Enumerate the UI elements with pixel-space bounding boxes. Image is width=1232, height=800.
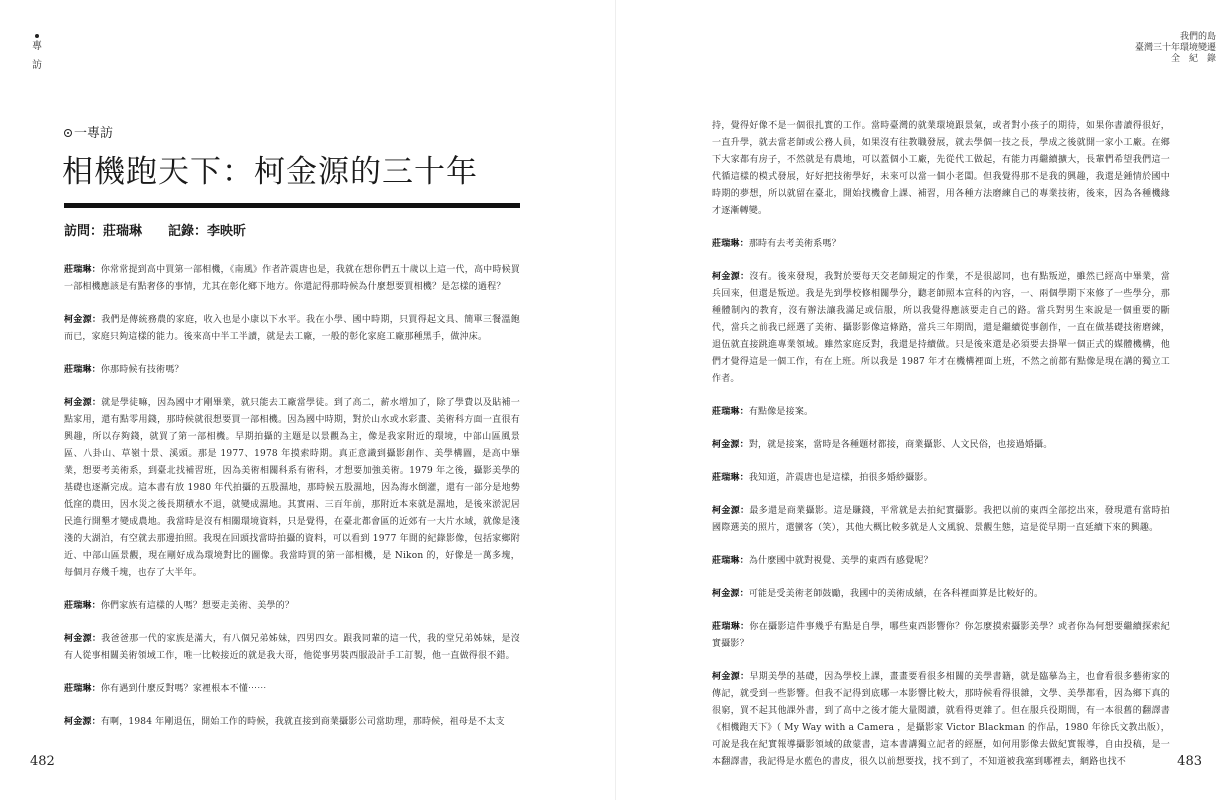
speaker-name: 柯金源： bbox=[64, 315, 102, 325]
interview-paragraph bbox=[712, 437, 1170, 454]
paragraph-text: 就是學徒嘛，因為國中才剛畢業，就只能去工廠當學徒。到了高二，薪水增加了，除了學費以及貼補一點家用，還有點零用錢，那時候就很想要買一部相機。因為國中時期，對於山水或水彩畫、美術科方面一直很有興趣，所以存夠錢，就買了第一部相機。早期拍攝的主題是以景觀為主，像是我家附近的環境，中部山區風景區、八卦山、草嶺十景、溪頭。那是 1977、1978 年摸索時期。真正意識到攝影創作、美學構圖，是高中畢業，想要考美術系，到臺北找補習班，因為美術相關科系有術科，才想要加強美術。1979 年之後，攝影美學的基礎也逐漸完成。這本書有放 1980 年代拍攝的五股濕地，那時候五股濕地，因為海水倒灌，還有一部分是地勢低窪的農田，因水災之後長期積水不退，就變成濕地。其實兩、三百年前，那附近本來就是濕地，是後來淤泥居民進行開墾才變成農地。我當時是沒有相關環境資料，只是覺得，在臺北都會區的近郊有一大片水域，就像是淺淺的大湖泊，有空就去那邊拍照。我現在回頭找當時拍攝的資料，可以看到 1977 年間的紀錄影像，包括家鄉附近、中部山區景觀，現在剛好成為環境對比的圖像。我當時買的第一部相機，是 Nikon 的，好像是一萬多塊，每個月存幾千塊，也存了大半年。 bbox=[64, 398, 520, 578]
paragraph-text: 可能是受美術老師鼓勵，我國中的美術成績，在各科裡面算是比較好的。 bbox=[748, 589, 1044, 599]
side-tab-char: 專 bbox=[32, 41, 42, 52]
interview-paragraph bbox=[712, 619, 1170, 653]
speaker-name: 莊瑞琳： bbox=[712, 622, 750, 632]
paragraph-text: 為什麼國中就對視覺、美學的東西有感覺呢？ bbox=[748, 556, 933, 566]
right-body-text bbox=[712, 118, 1170, 787]
paragraph-text: 我們是傳統務農的家庭，收入也是小康以下水平。我在小學、國中時期，只買得起文具、簡單三餐溫飽而已，家庭只夠這樣的能力。後來高中半工半讀，就是去工廠，一般的彰化家庭工廠那種黑手，做沖床。 bbox=[64, 315, 520, 342]
running-head bbox=[1135, 32, 1216, 65]
speaker-name: 柯金源： bbox=[64, 398, 102, 408]
interview-paragraph bbox=[64, 598, 520, 615]
paragraph-text: 你們家族有這樣的人嗎？想要走美術、美學的？ bbox=[100, 601, 295, 611]
title-rule bbox=[64, 203, 520, 208]
interview-paragraph bbox=[64, 262, 520, 296]
paragraph-text: 你那時候有技術嗎？ bbox=[100, 365, 184, 375]
paragraph-text: 我爸爸那一代的家族是滿大，有八個兄弟姊妹，四男四女。跟我同輩的這一代，我的堂兄弟姊妹，是沒有人從事相關美術領域工作，唯一比較接近的就是我大哥，他從事男裝西服設計手工訂製，他一直做得很不錯。 bbox=[64, 634, 520, 661]
interview-paragraph bbox=[64, 395, 520, 582]
interview-paragraph bbox=[712, 553, 1170, 570]
paragraph-text: 有啊，1984 年剛退伍，開始工作的時候，我就直接到商業攝影公司當助理，那時候，祖母是不太支 bbox=[100, 717, 505, 727]
interview-paragraph bbox=[712, 269, 1170, 388]
running-head-line: 我們的島 bbox=[1179, 32, 1216, 42]
side-tab-char: 訪 bbox=[32, 60, 42, 71]
speaker-name: 莊瑞琳： bbox=[64, 684, 101, 694]
interview-paragraph bbox=[64, 631, 520, 665]
speaker-name: 柯金源： bbox=[64, 717, 101, 727]
speaker-name: 柯金源： bbox=[712, 440, 749, 450]
speaker-name: 莊瑞琳： bbox=[64, 265, 101, 275]
speaker-name: 柯金源： bbox=[712, 272, 750, 282]
paragraph-text: 有點像是接案。 bbox=[748, 407, 814, 417]
interview-paragraph bbox=[64, 362, 520, 379]
section-label bbox=[64, 122, 113, 141]
paragraph-text: 持，覺得好像不是一個很扎實的工作。當時臺灣的就業環境跟景氣，或者對小孩子的期待，如果你書讀得很好，一直升學，就去當老師或公務人員，如果沒有往教職發展，就去學個一技之長，學成之後就開一家小工廠。在鄉下大家都有房子，不然就是有農地，可以蓋個小工廠，先從代工做起，有能力再繼續擴大，長輩們希望我們這一代循這樣的模式發展，好好把技術學好，未來可以當一個小老闆。但我覺得那不是我的興趣，我還是鍾情於國中時期的夢想，所以就留在臺北，開始找機會上課、補習，用各種方法磨練自己的專業技術，後來，因為各種機緣才逐漸轉變。 bbox=[712, 121, 1170, 216]
side-tab bbox=[30, 34, 44, 72]
left-body-text bbox=[64, 262, 520, 747]
byline-interviewer: 訪問：莊瑞琳 bbox=[64, 224, 143, 239]
article-title: 相機跑天下：柯金源的三十年 bbox=[62, 154, 478, 190]
paragraph-text: 你有遇到什麼反對嗎？家裡根本不懂⋯⋯ bbox=[100, 684, 267, 694]
interview-paragraph bbox=[712, 669, 1170, 771]
speaker-name: 莊瑞琳： bbox=[64, 601, 101, 611]
speaker-name: 莊瑞琳： bbox=[712, 407, 749, 417]
speaker-name: 莊瑞琳： bbox=[64, 365, 101, 375]
right-page bbox=[616, 0, 1232, 800]
interview-paragraph bbox=[712, 503, 1170, 537]
interview-paragraph bbox=[64, 312, 520, 346]
interview-paragraph bbox=[64, 681, 520, 698]
paragraph-text: 你常常提到高中買第一部相機，《南風》作者許震唐也是，我就在想你們五十歲以上這一代，高中時候買一部相機應該是有點奢侈的事情，尤其在彰化鄉下地方。你還記得那時候為什麼想要買相機？是怎樣的過程？ bbox=[64, 265, 520, 292]
paragraph-text: 沒有。後來發現，我對於要每天交老師規定的作業，不是很認同，也有點叛逆，雖然已經高中畢業，當兵回來，但還是叛逆。我是先到學校修相關學分，聽老師照本宣科的內容，一、兩個學期下來修了一些學分，那種體制內的教育，沒有辦法讓我滿足或信服，所以我覺得應該要走自己的路。當兵對男生來說是一個重要的斷代，當兵之前我已經選了美術、攝影影像這條路，當兵三年期間，還是繼續從事創作，一直在做基礎技術磨練，退伍就直接跳進專業領域。雖然家庭反對，我還是持續做。只是後來還是必須要去掛單一個正式的媒體機構，他們才覺得這是一個工作，有在上班。所以我是 1987 年才在機構裡面上班，不然之前都有點像是現在講的獨立工作者。 bbox=[712, 272, 1170, 384]
interview-paragraph bbox=[712, 236, 1170, 253]
speaker-name: 柯金源： bbox=[712, 506, 750, 516]
paragraph-text: 早期美學的基礎，因為學校上課，畫畫要看很多相關的美學書籍，就是臨摹為主，也會看很多藝術家的傳記，就受到一些影響。但我不記得到底哪一本影響比較大，那時候看得很雜，文學、美學都看，因為鄉下真的很窮，買不起其他課外書，到了高中之後才能大量閱讀，就看得更雜了。但在服兵役期間，有一本很舊的翻譯書《相機跑天下》（ My Way with a Camera ，是攝影家 Victor Blackman 的作品，1980 年徐氏文教出版），可說是我在紀實報導攝影領域的啟蒙書，這本書講獨立記者的經歷，如何用影像去做紀實報導，自由投稿，是一本翻譯書，我記得是水藍色的書皮，很久以前想要找，找不到了，不知道被我塞到哪裡去，網路也找不 bbox=[712, 672, 1170, 767]
running-head-line: 臺灣三十年環境變遷 bbox=[1134, 43, 1216, 53]
byline bbox=[64, 220, 246, 239]
interview-paragraph bbox=[712, 118, 1170, 220]
speaker-name: 柯金源： bbox=[712, 589, 749, 599]
speaker-name: 莊瑞琳： bbox=[712, 239, 749, 249]
interview-paragraph bbox=[712, 586, 1170, 603]
side-tab-dot-icon bbox=[35, 34, 39, 38]
paragraph-text: 你在攝影這件事幾乎有點是自學，哪些東西影響你？你怎麼摸索攝影美學？或者你為何想要繼續探索紀實攝影？ bbox=[712, 622, 1170, 649]
interview-paragraph bbox=[64, 714, 520, 731]
interview-paragraph bbox=[712, 470, 1170, 487]
paragraph-text: 對，就是接案，當時是各種題材都接，商業攝影、人文民俗，也接過婚攝。 bbox=[748, 440, 1053, 450]
byline-recorder: 記錄：李映昕 bbox=[168, 224, 247, 239]
section-label-text: 一專訪 bbox=[74, 126, 114, 141]
interview-paragraph bbox=[712, 404, 1170, 421]
running-head-line: 全 紀 錄 bbox=[1170, 54, 1216, 64]
paragraph-text: 那時有去考美術系嗎？ bbox=[748, 239, 841, 249]
speaker-name: 莊瑞琳： bbox=[712, 473, 749, 483]
paragraph-text: 我知道，許震唐也是這樣，拍很多婚紗攝影。 bbox=[748, 473, 933, 483]
page-number: 482 bbox=[30, 754, 55, 769]
page-number: 483 bbox=[1177, 754, 1202, 769]
speaker-name: 柯金源： bbox=[712, 672, 750, 682]
bullet-circle-icon bbox=[64, 129, 72, 137]
speaker-name: 柯金源： bbox=[64, 634, 102, 644]
paragraph-text: 最多還是商業攝影。這是賺錢，平常就是去拍紀實攝影。我把以前的東西全部挖出來，發現還有當時拍國際選美的照片，還蠻客（笑），其他大概比較多就是人文風貌、景觀生態，這是從早期一直延續下來的興趣。 bbox=[712, 506, 1170, 533]
speaker-name: 莊瑞琳： bbox=[712, 556, 749, 566]
